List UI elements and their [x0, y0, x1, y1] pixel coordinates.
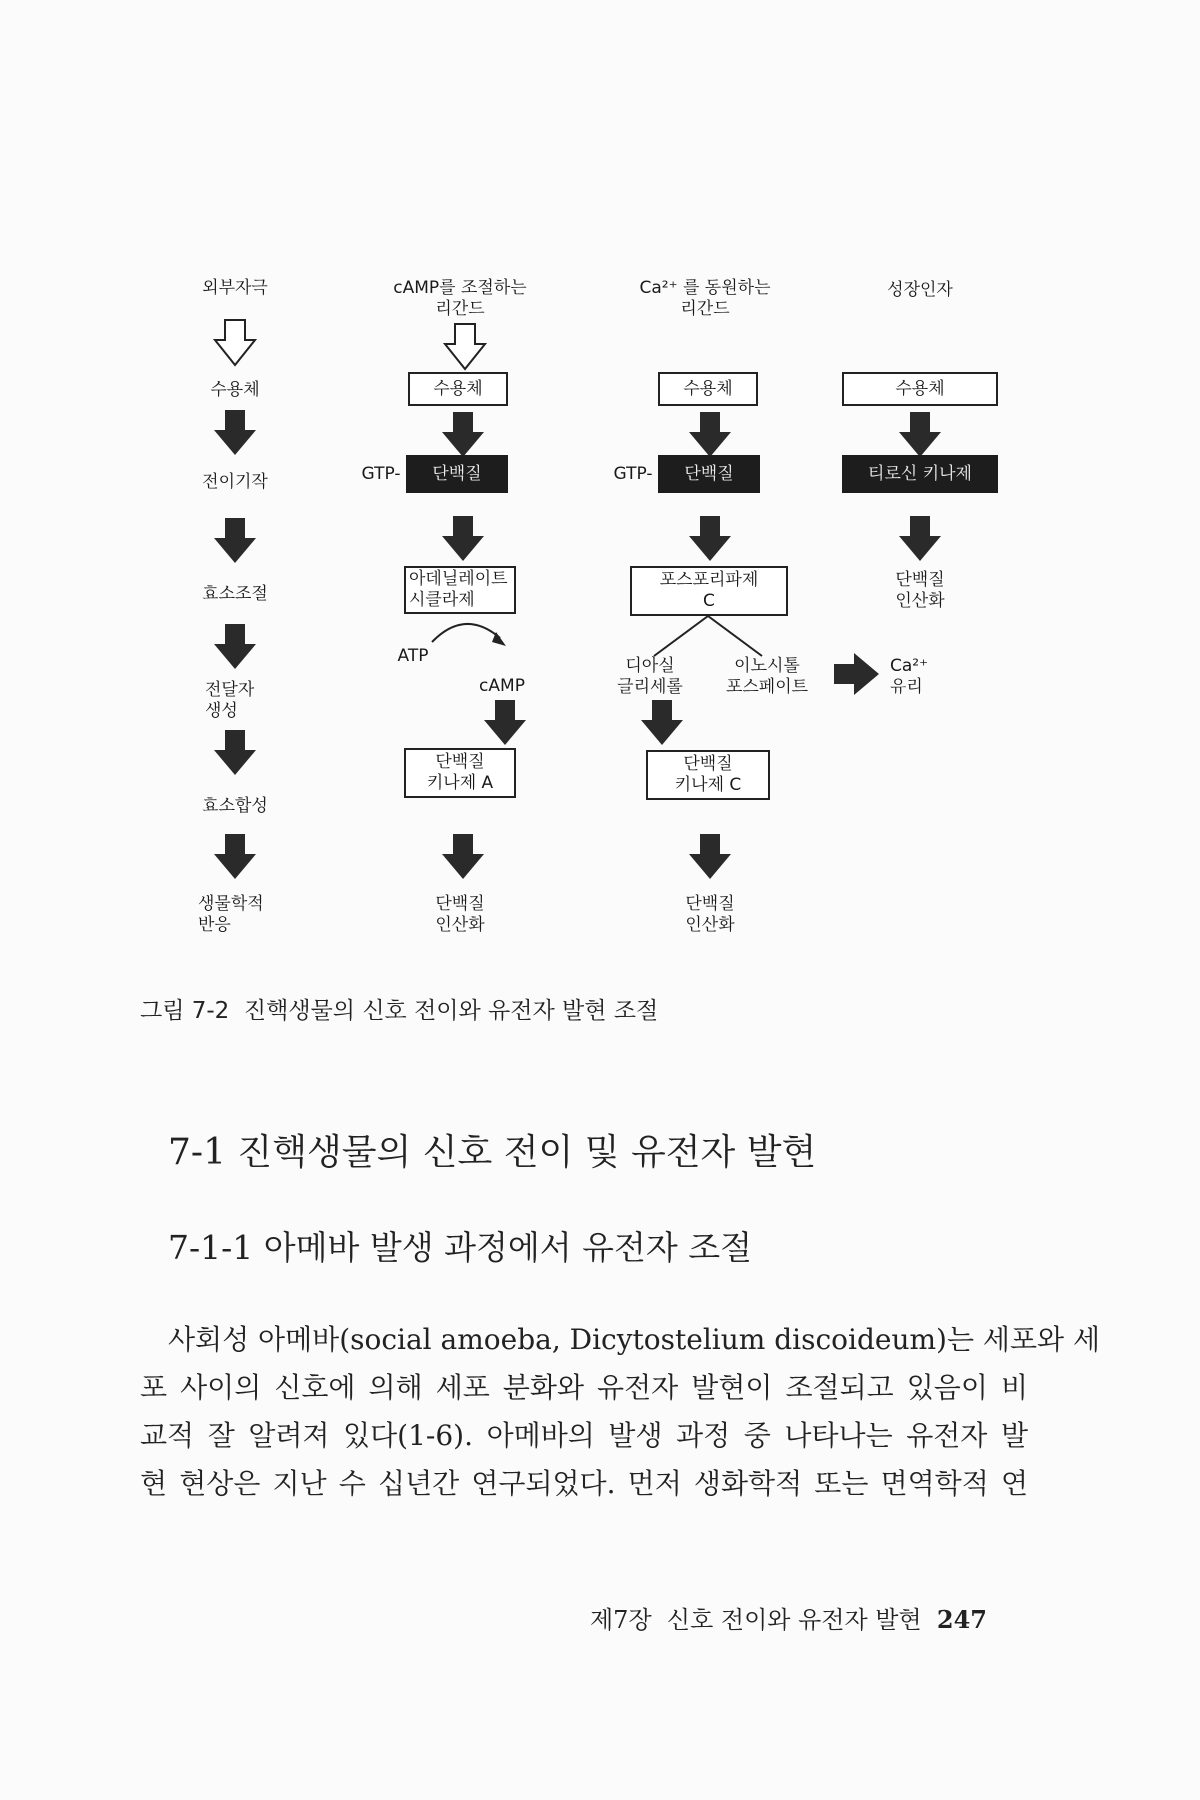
- hollow-down-arrow: [443, 322, 487, 372]
- col2-result: 단백질 인산화: [435, 894, 485, 935]
- solid-down-arrow: [688, 412, 732, 458]
- col3-plc-box: 포스포리파제 C: [630, 566, 788, 616]
- solid-down-arrow: [898, 412, 942, 458]
- solid-down-arrow: [441, 834, 485, 880]
- col4-receptor-box: 수용체: [842, 372, 998, 406]
- solid-down-arrow: [213, 834, 257, 880]
- col3-receptor-box: 수용체: [658, 372, 758, 406]
- solid-down-arrow: [640, 700, 684, 746]
- paragraph-line: 사회성 아메바(social amoeba, Dicytostelium discoideum)는 세포와 세: [168, 1323, 1100, 1356]
- solid-down-arrow: [441, 412, 485, 458]
- page-footer: [590, 1600, 987, 1635]
- col2-receptor-box: 수용체: [408, 372, 508, 406]
- col3-ip3: 이노시톨 포스페이트: [725, 656, 809, 697]
- col2-ligand: cAMP를 조절하는 리간드: [393, 278, 527, 319]
- plc-branch-lines: [640, 614, 780, 660]
- body-paragraph: [140, 1316, 1100, 1508]
- col4-result: 단백질 인산화: [895, 570, 945, 611]
- col1-enzyme-regulation: 효소조절: [202, 584, 268, 604]
- col3-g-protein-box: 단백질: [658, 455, 760, 493]
- solid-down-arrow: [441, 516, 485, 562]
- solid-right-arrow: [834, 652, 880, 696]
- solid-down-arrow: [898, 516, 942, 562]
- solid-down-arrow: [483, 700, 527, 746]
- hollow-down-arrow: [213, 318, 257, 368]
- paragraph-line: 현 현상은 지난 수 십년간 연구되었다. 먼저 생화학적 또는 면역학적 연: [140, 1467, 1028, 1500]
- col2-gtp-prefix: GTP-: [361, 464, 401, 484]
- solid-down-arrow: [213, 624, 257, 670]
- col1-biochemical-response: 생물학적 반응: [198, 894, 264, 935]
- solid-down-arrow: [213, 410, 257, 456]
- col3-result: 단백질 인산화: [685, 894, 735, 935]
- col4-growth-factor: 성장인자: [887, 280, 953, 300]
- subsection-heading: 7-1-1 아메바 발생 과정에서 유전자 조절: [168, 1228, 753, 1267]
- col2-adenylate-cyclase-box: 아데닐레이트 시클라제: [404, 566, 516, 614]
- solid-down-arrow: [688, 516, 732, 562]
- col3-dag: 디아실 글리세롤: [617, 656, 683, 697]
- paragraph-line: 교적 잘 알려져 있다(1-6). 아메바의 발생 과정 중 나타나는 유전자 발: [140, 1419, 1028, 1452]
- col3-ligand: Ca²⁺ 를 동원하는 리간드: [639, 278, 771, 319]
- chapter-title: 제7장 신호 전이와 유전자 발현: [590, 1606, 922, 1634]
- col1-stimulus: 외부자극: [202, 278, 268, 298]
- section-heading: 7-1 진핵생물의 신호 전이 및 유전자 발현: [168, 1132, 817, 1173]
- col1-transducer: 전이기작: [202, 472, 268, 492]
- col2-pka-box: 단백질 키나제 A: [404, 748, 516, 798]
- solid-down-arrow: [688, 834, 732, 880]
- page-number: 247: [936, 1605, 987, 1634]
- col3-pkc-box: 단백질 키나제 C: [646, 750, 770, 800]
- col1-messenger-generation: 전달자 생성: [205, 680, 255, 721]
- col2-atp: ATP: [397, 646, 429, 666]
- col4-ca-release: Ca²⁺ 유리: [890, 656, 929, 697]
- col1-enzyme-synthesis: 효소합성: [202, 796, 268, 816]
- col2-camp: cAMP: [479, 676, 525, 696]
- figure-caption: 그림 7-2 진핵생물의 신호 전이와 유전자 발현 조절: [140, 998, 659, 1024]
- col4-tyrosine-kinase-box: 티로신 키나제: [842, 455, 998, 493]
- solid-down-arrow: [213, 518, 257, 564]
- paragraph-line: 포 사이의 신호에 의해 세포 분화와 유전자 발현이 조절되고 있음이 비: [140, 1371, 1028, 1404]
- solid-down-arrow: [213, 730, 257, 776]
- col1-receptor: 수용체: [210, 380, 260, 400]
- col2-g-protein-box: 단백질: [406, 455, 508, 493]
- col3-gtp-prefix: GTP-: [613, 464, 653, 484]
